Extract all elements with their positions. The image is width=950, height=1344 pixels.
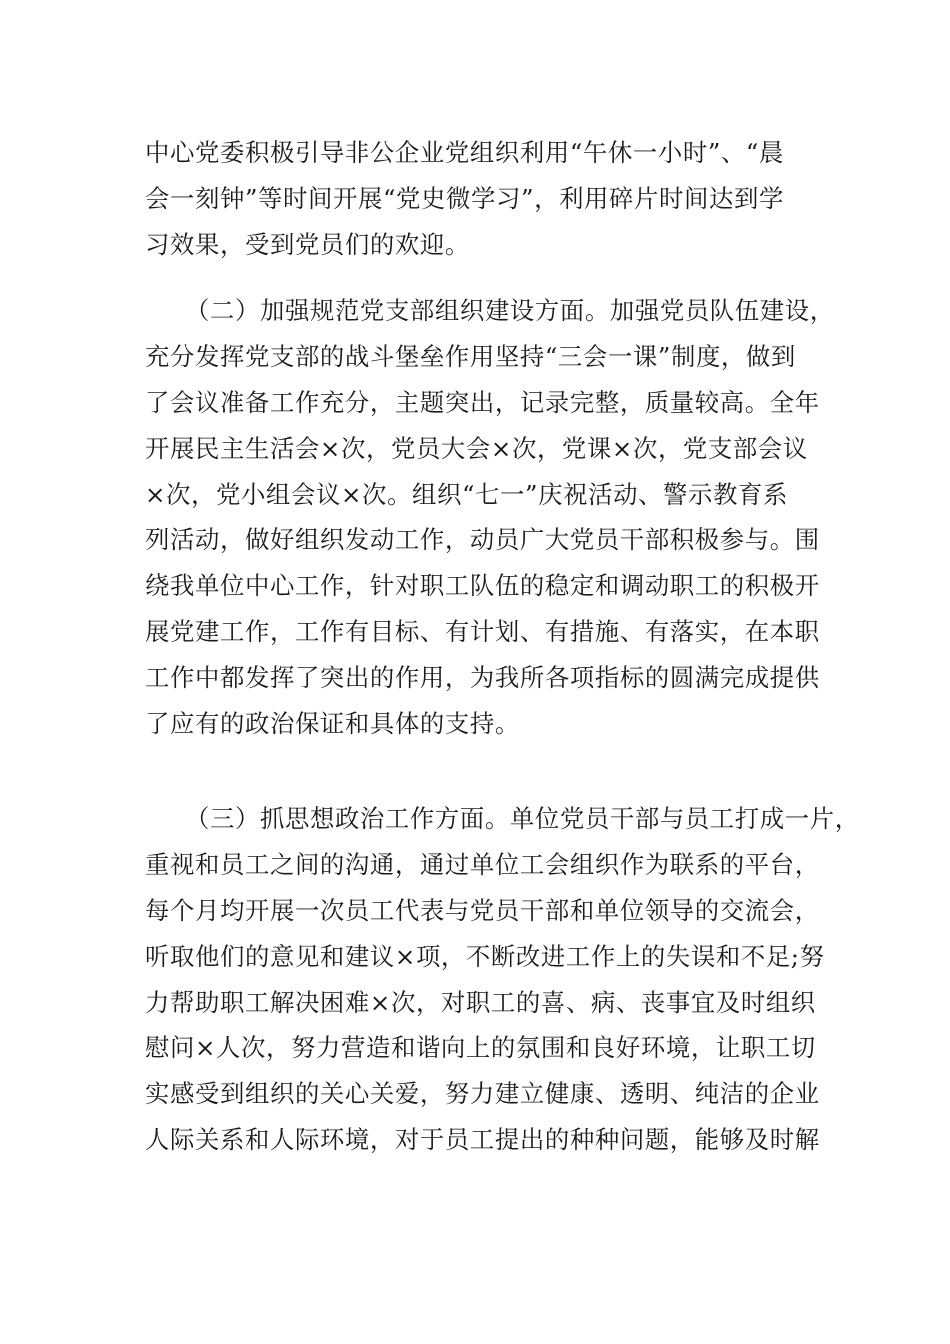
- paragraph-continuation: [145, 130, 805, 268]
- text-line: 力帮助职工解决困难×次，对职工的喜、病、丧事宜及时组织: [145, 987, 816, 1017]
- text-line: 每个月均开展一次员工代表与党员干部和单位领导的交流会，: [145, 895, 820, 925]
- text-line: 了应有的政治保证和具体的支持。: [145, 709, 520, 739]
- text-line: 工作中都发挥了突出的作用，为我所各项指标的圆满完成提供: [145, 663, 820, 693]
- text-line: 充分发挥党支部的战斗堡垒作用坚持“三会一课”制度，做到: [145, 341, 796, 371]
- text-line: ×次，党小组会议×次。组织“七一”庆祝活动、警示教育系: [145, 479, 788, 509]
- text-line: 慰问×人次，努力营造和谐向上的氛围和良好环境，让职工切: [145, 1033, 816, 1063]
- text-line: 中心党委积极引导非公企业党组织利用“午休一小时”、“晨: [145, 138, 784, 167]
- paragraph-section-2: [145, 288, 835, 747]
- text-line: 开展民主生活会×次，党员大会×次，党课×次，党支部会议: [145, 433, 808, 463]
- text-line: 会一刻钟”等时间开展“党史微学习”，利用碎片时间达到学: [145, 183, 784, 213]
- text-line: 听取他们的意见和建议×项，不断改进工作上的失误和不足;努: [145, 941, 825, 971]
- text-line: 绕我单位中心工作，针对职工队伍的稳定和调动职工的积极开: [145, 571, 820, 601]
- text-line: 实感受到组织的关心关爱，努力建立健康、透明、纯洁的企业: [145, 1079, 820, 1109]
- text-line: 人际关系和人际环境，对于员工提出的种种问题，能够及时解: [145, 1125, 820, 1155]
- text-line: 展党建工作，工作有目标、有计划、有措施、有落实，在本职: [145, 617, 820, 647]
- text-line: 重视和员工之间的沟通，通过单位工会组织作为联系的平台，: [145, 849, 820, 879]
- text-line: 列活动，做好组织发动工作，动员广大党员干部积极参与。围: [145, 525, 820, 555]
- text-line: 习效果，受到党员们的欢迎。: [145, 229, 470, 259]
- text-line: （二）加强规范党支部组织建设方面。加强党员队伍建设，: [185, 296, 835, 325]
- text-line: （三）抓思想政治工作方面。单位党员干部与员工打成一片，: [185, 804, 860, 833]
- text-line: 了会议准备工作充分，主题突出，记录完整，质量较高。全年: [145, 387, 820, 417]
- paragraph-section-3: [145, 796, 860, 1163]
